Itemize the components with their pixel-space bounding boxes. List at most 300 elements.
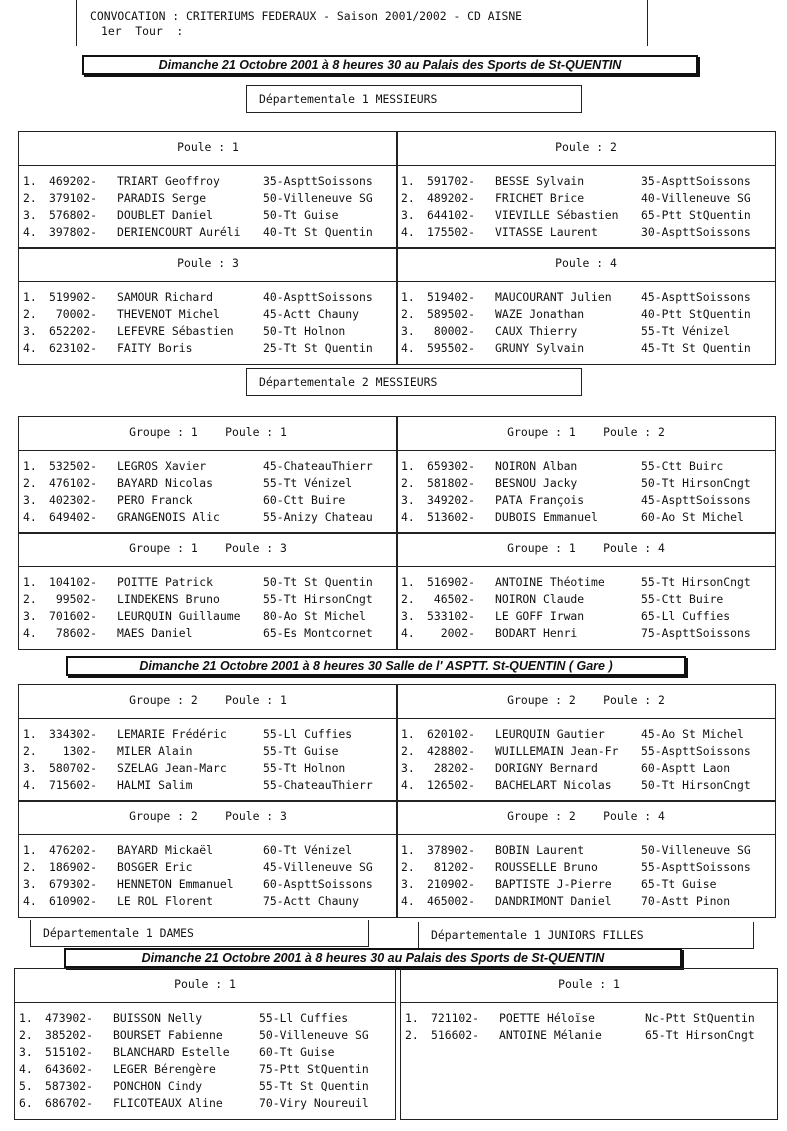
player-name: NOIRON Alban xyxy=(495,459,578,473)
group-title: Poule : 2 xyxy=(555,140,617,154)
player-license: 126502- xyxy=(427,778,476,792)
player-club: 65-Tt Guise xyxy=(641,877,717,891)
player-rank: 2. xyxy=(23,744,37,758)
player-name: MAES Daniel xyxy=(117,626,193,640)
player-row xyxy=(23,509,393,525)
player-name: BODART Henri xyxy=(495,626,578,640)
player-name: ROUSSELLE Bruno xyxy=(495,860,598,874)
player-row xyxy=(405,1010,775,1026)
player-name: HALMI Salim xyxy=(117,778,193,792)
player-license: 513602- xyxy=(427,510,476,524)
player-rank: 1. xyxy=(401,843,415,857)
player-rank: 4. xyxy=(401,894,415,908)
player-rank: 2. xyxy=(23,191,37,205)
division-d1-juniors-filles: Départementale 1 JUNIORS FILLES xyxy=(418,922,754,949)
player-club: 55-Tt Holnon xyxy=(263,761,346,775)
division-d1-dames: Départementale 1 DAMES xyxy=(30,920,369,947)
player-club: 35-AspttSoissons xyxy=(263,174,373,188)
player-row xyxy=(23,743,393,759)
group-box xyxy=(396,131,776,249)
player-name: WUILLEMAIN Jean-Fr xyxy=(495,744,619,758)
player-license: 580702- xyxy=(49,761,98,775)
player-license: 2002- xyxy=(427,626,476,640)
player-row xyxy=(401,492,771,508)
player-club: 50-Villeneuve SG xyxy=(263,191,373,205)
player-rank: 4. xyxy=(401,626,415,640)
player-row xyxy=(401,726,771,742)
player-row xyxy=(23,340,393,356)
venue-banner-2: Dimanche 21 Octobre 2001 à 8 heures 30 Salle de l' ASPTT. St-QUENTIN ( Gare ) xyxy=(66,656,686,676)
player-rank: 2. xyxy=(401,476,415,490)
player-club: 55-Ctt Buirc xyxy=(641,459,724,473)
player-name: BLANCHARD Estelle xyxy=(113,1045,230,1059)
convocation-header xyxy=(76,0,648,46)
group-box xyxy=(396,684,776,802)
player-name: LEGROS Xavier xyxy=(117,459,207,473)
group-title: Poule : 1 xyxy=(177,140,239,154)
player-club: 40-Villeneuve SG xyxy=(641,191,751,205)
player-club: 55-Tt HirsonCngt xyxy=(641,575,751,589)
player-row xyxy=(19,1061,389,1077)
player-rank: 4. xyxy=(19,1062,33,1076)
player-row xyxy=(401,859,771,875)
group-title: Groupe : 1 Poule : 3 xyxy=(129,541,287,555)
player-rank: 1. xyxy=(23,459,37,473)
player-name: BUISSON Nelly xyxy=(113,1011,203,1025)
player-club: 55-AspttSoissons xyxy=(641,860,751,874)
player-club: 55-Anizy Chateau xyxy=(263,510,373,524)
player-row xyxy=(23,608,393,624)
player-row xyxy=(23,726,393,742)
venue-banner-3: Dimanche 21 Octobre 2001 à 8 heures 30 au Palais des Sports de St-QUENTIN xyxy=(64,948,682,968)
player-club: 55-Tt Vénizel xyxy=(263,476,353,490)
player-name: LEMARIE Frédéric xyxy=(117,727,227,741)
player-license: 81202- xyxy=(427,860,476,874)
player-license: 581802- xyxy=(427,476,476,490)
player-license: 186902- xyxy=(49,860,98,874)
group-separator xyxy=(19,566,397,567)
player-license: 587302- xyxy=(45,1079,94,1093)
player-row xyxy=(23,625,393,641)
player-rank: 3. xyxy=(401,877,415,891)
player-license: 515102- xyxy=(45,1045,94,1059)
player-club: 60-Asptt Laon xyxy=(641,761,731,775)
player-rank: 1. xyxy=(405,1011,419,1025)
player-row xyxy=(401,340,771,356)
player-name: THEVENOT Michel xyxy=(117,307,220,321)
player-rank: 1. xyxy=(23,575,37,589)
player-club: 75-AspttSoissons xyxy=(641,626,751,640)
group-box xyxy=(18,416,398,534)
group-title: Poule : 3 xyxy=(177,256,239,270)
player-club: 45-ChateauThierr xyxy=(263,459,373,473)
player-row xyxy=(401,608,771,624)
player-rank: 2. xyxy=(23,476,37,490)
division-d1-messieurs: Départementale 1 MESSIEURS xyxy=(246,85,582,113)
player-row xyxy=(401,842,771,858)
player-rank: 3. xyxy=(23,761,37,775)
group-separator xyxy=(397,281,775,282)
player-name: FRICHET Brice xyxy=(495,191,585,205)
player-row xyxy=(23,190,393,206)
player-row xyxy=(23,591,393,607)
player-rank: 4. xyxy=(23,778,37,792)
player-row xyxy=(23,574,393,590)
player-rank: 3. xyxy=(23,493,37,507)
player-row xyxy=(23,492,393,508)
group-separator xyxy=(19,450,397,451)
player-club: 50-Tt Holnon xyxy=(263,324,346,338)
player-license: 643602- xyxy=(45,1062,94,1076)
player-license: 516902- xyxy=(427,575,476,589)
player-name: NOIRON Claude xyxy=(495,592,585,606)
player-rank: 3. xyxy=(401,208,415,222)
player-club: Nc-Ptt StQuentin xyxy=(645,1011,755,1025)
player-name: POITTE Patrick xyxy=(117,575,214,589)
player-club: 45-Tt St Quentin xyxy=(641,341,751,355)
player-license: 469202- xyxy=(49,174,98,188)
player-club: 55-Ctt Buire xyxy=(641,592,724,606)
player-name: MAUCOURANT Julien xyxy=(495,290,612,304)
player-license: 28202- xyxy=(427,761,476,775)
player-club: 60-Tt Guise xyxy=(259,1045,335,1059)
player-rank: 3. xyxy=(23,609,37,623)
player-license: 591702- xyxy=(427,174,476,188)
player-row xyxy=(401,323,771,339)
player-license: 402302- xyxy=(49,493,98,507)
player-license: 476202- xyxy=(49,843,98,857)
player-name: WAZE Jonathan xyxy=(495,307,585,321)
player-rank: 2. xyxy=(401,307,415,321)
player-license: 721102- xyxy=(431,1011,480,1025)
player-name: SZELAG Jean-Marc xyxy=(117,761,227,775)
player-club: 40-Tt St Quentin xyxy=(263,225,373,239)
group-title: Groupe : 1 Poule : 1 xyxy=(129,425,287,439)
player-license: 476102- xyxy=(49,476,98,490)
player-license: 99502- xyxy=(49,592,98,606)
player-row xyxy=(401,876,771,892)
player-rank: 2. xyxy=(19,1028,33,1042)
player-club: 50-Villeneuve SG xyxy=(641,843,751,857)
player-row xyxy=(19,1010,389,1026)
player-name: FLICOTEAUX Aline xyxy=(113,1096,223,1110)
player-rank: 1. xyxy=(23,290,37,304)
player-rank: 2. xyxy=(405,1028,419,1042)
player-license: 659302- xyxy=(427,459,476,473)
player-name: LE ROL Florent xyxy=(117,894,214,908)
player-rank: 4. xyxy=(23,894,37,908)
player-rank: 3. xyxy=(23,208,37,222)
player-rank: 2. xyxy=(23,860,37,874)
group-box xyxy=(18,684,398,802)
group-box xyxy=(18,247,398,365)
player-license: 78602- xyxy=(49,626,98,640)
player-club: 50-Tt St Quentin xyxy=(263,575,373,589)
player-license: 385202- xyxy=(45,1028,94,1042)
player-name: SAMOUR Richard xyxy=(117,290,214,304)
player-club: 50-Tt HirsonCngt xyxy=(641,476,751,490)
player-name: LEURQUIN Gautier xyxy=(495,727,605,741)
player-license: 533102- xyxy=(427,609,476,623)
player-row xyxy=(401,743,771,759)
player-rank: 3. xyxy=(23,324,37,338)
group-title: Poule : 4 xyxy=(555,256,617,270)
group-separator xyxy=(397,450,775,451)
player-name: MILER Alain xyxy=(117,744,193,758)
player-row xyxy=(19,1095,389,1111)
player-name: LEURQUIN Guillaume xyxy=(117,609,241,623)
player-row xyxy=(401,509,771,525)
player-rank: 3. xyxy=(19,1045,33,1059)
player-club: 65-Tt HirsonCngt xyxy=(645,1028,755,1042)
player-row xyxy=(401,289,771,305)
player-club: 45-Ao St Michel xyxy=(641,727,744,741)
player-row xyxy=(23,207,393,223)
player-club: 45-AspttSoissons xyxy=(641,290,751,304)
player-row xyxy=(23,458,393,474)
player-club: 30-AspttSoissons xyxy=(641,225,751,239)
player-name: BAYARD Mickaël xyxy=(117,843,214,857)
player-name: GRANGENOIS Alic xyxy=(117,510,220,524)
player-row xyxy=(23,173,393,189)
player-license: 175502- xyxy=(427,225,476,239)
player-row xyxy=(19,1078,389,1094)
player-row xyxy=(401,306,771,322)
player-rank: 1. xyxy=(401,459,415,473)
group-separator xyxy=(19,165,397,166)
player-row xyxy=(19,1027,389,1043)
player-rank: 1. xyxy=(23,174,37,188)
player-club: 50-Tt Guise xyxy=(263,208,339,222)
player-license: 428802- xyxy=(427,744,476,758)
player-club: 55-Tt Guise xyxy=(263,744,339,758)
player-rank: 3. xyxy=(401,761,415,775)
player-name: PARADIS Serge xyxy=(117,191,207,205)
player-row xyxy=(23,306,393,322)
player-rank: 4. xyxy=(401,225,415,239)
player-row xyxy=(401,207,771,223)
player-row xyxy=(401,574,771,590)
player-license: 715602- xyxy=(49,778,98,792)
group-separator xyxy=(397,566,775,567)
player-license: 519902- xyxy=(49,290,98,304)
player-name: LEFEVRE Sébastien xyxy=(117,324,234,338)
player-club: 65-Ll Cuffies xyxy=(641,609,731,623)
player-license: 378902- xyxy=(427,843,476,857)
player-club: 55-Tt HirsonCngt xyxy=(263,592,373,606)
player-license: 610902- xyxy=(49,894,98,908)
player-name: DOUBLET Daniel xyxy=(117,208,214,222)
player-row xyxy=(23,224,393,240)
player-license: 465002- xyxy=(427,894,476,908)
player-license: 589502- xyxy=(427,307,476,321)
player-license: 679302- xyxy=(49,877,98,891)
player-row xyxy=(401,591,771,607)
group-title: Groupe : 2 Poule : 3 xyxy=(129,809,287,823)
player-club: 45-AspttSoissons xyxy=(641,493,751,507)
group-title: Groupe : 1 Poule : 4 xyxy=(507,541,665,555)
player-name: BACHELART Nicolas xyxy=(495,778,612,792)
player-club: 60-AspttSoissons xyxy=(263,877,373,891)
player-club: 55-Ll Cuffies xyxy=(259,1011,349,1025)
group-title: Groupe : 2 Poule : 1 xyxy=(129,693,287,707)
player-row xyxy=(23,760,393,776)
player-rank: 1. xyxy=(23,843,37,857)
player-rank: 4. xyxy=(23,341,37,355)
player-name: DUBOIS Emmanuel xyxy=(495,510,598,524)
player-rank: 2. xyxy=(23,592,37,606)
group-box xyxy=(18,532,398,650)
player-rank: 3. xyxy=(23,877,37,891)
player-license: 70002- xyxy=(49,307,98,321)
player-name: TRIART Geoffroy xyxy=(117,174,220,188)
player-license: 104102- xyxy=(49,575,98,589)
group-title: Groupe : 1 Poule : 2 xyxy=(507,425,665,439)
player-club: 55-AspttSoissons xyxy=(641,744,751,758)
player-license: 1302- xyxy=(49,744,98,758)
player-license: 397802- xyxy=(49,225,98,239)
player-club: 45-Actt Chauny xyxy=(263,307,360,321)
group-separator xyxy=(19,718,397,719)
player-club: 25-Tt St Quentin xyxy=(263,341,373,355)
player-name: DANDRIMONT Daniel xyxy=(495,894,612,908)
player-name: DERIENCOURT Auréli xyxy=(117,225,241,239)
player-rank: 2. xyxy=(23,307,37,321)
player-rank: 4. xyxy=(23,626,37,640)
player-license: 489202- xyxy=(427,191,476,205)
group-box xyxy=(14,968,396,1120)
group-title: Groupe : 2 Poule : 2 xyxy=(507,693,665,707)
player-row xyxy=(401,190,771,206)
player-rank: 2. xyxy=(401,860,415,874)
player-row xyxy=(23,323,393,339)
player-club: 75-Ptt StQuentin xyxy=(259,1062,369,1076)
player-name: BOSGER Eric xyxy=(117,860,193,874)
player-club: 50-Villeneuve SG xyxy=(259,1028,369,1042)
player-license: 620102- xyxy=(427,727,476,741)
player-club: 65-Ptt StQuentin xyxy=(641,208,751,222)
group-box xyxy=(396,532,776,650)
player-rank: 4. xyxy=(23,225,37,239)
player-name: ANTOINE Théotime xyxy=(495,575,605,589)
group-title: Poule : 1 xyxy=(558,977,620,991)
player-club: 55-ChateauThierr xyxy=(263,778,373,792)
player-license: 623102- xyxy=(49,341,98,355)
group-box xyxy=(396,247,776,365)
player-rank: 1. xyxy=(401,727,415,741)
player-rank: 2. xyxy=(401,744,415,758)
player-license: 644102- xyxy=(427,208,476,222)
player-name: FAITY Boris xyxy=(117,341,193,355)
player-license: 532502- xyxy=(49,459,98,473)
player-name: PONCHON Cindy xyxy=(113,1079,203,1093)
player-club: 70-Viry Noureuil xyxy=(259,1096,369,1110)
player-license: 210902- xyxy=(427,877,476,891)
venue-banner-1: Dimanche 21 Octobre 2001 à 8 heures 30 au Palais des Sports de St-QUENTIN xyxy=(82,55,698,75)
player-club: 65-Es Montcornet xyxy=(263,626,373,640)
player-name: BOBIN Laurent xyxy=(495,843,585,857)
player-rank: 1. xyxy=(19,1011,33,1025)
player-name: CAUX Thierry xyxy=(495,324,578,338)
player-club: 55-Tt St Quentin xyxy=(259,1079,369,1093)
player-name: VITASSE Laurent xyxy=(495,225,598,239)
player-row xyxy=(401,777,771,793)
player-rank: 3. xyxy=(401,324,415,338)
player-license: 686702- xyxy=(45,1096,94,1110)
player-rank: 4. xyxy=(401,778,415,792)
player-name: PATA François xyxy=(495,493,585,507)
group-separator xyxy=(19,281,397,282)
player-license: 595502- xyxy=(427,341,476,355)
player-rank: 1. xyxy=(401,575,415,589)
player-name: LINDEKENS Bruno xyxy=(117,592,220,606)
group-separator xyxy=(19,834,397,835)
player-name: POETTE Héloïse xyxy=(499,1011,596,1025)
player-club: 55-Ll Cuffies xyxy=(263,727,353,741)
player-name: HENNETON Emmanuel xyxy=(117,877,234,891)
player-rank: 2. xyxy=(401,191,415,205)
group-box xyxy=(396,800,776,918)
player-name: BOURSET Fabienne xyxy=(113,1028,223,1042)
player-club: 60-Tt Vénizel xyxy=(263,843,353,857)
player-name: BESSE Sylvain xyxy=(495,174,585,188)
player-row xyxy=(401,893,771,909)
player-rank: 6. xyxy=(19,1096,33,1110)
player-rank: 1. xyxy=(401,290,415,304)
header-round: 1er Tour : xyxy=(101,24,184,38)
player-row xyxy=(23,859,393,875)
player-rank: 1. xyxy=(23,727,37,741)
group-separator xyxy=(15,1002,395,1003)
player-license: 576802- xyxy=(49,208,98,222)
player-name: LE GOFF Irwan xyxy=(495,609,585,623)
player-rank: 1. xyxy=(401,174,415,188)
group-box xyxy=(18,800,398,918)
group-separator xyxy=(401,1002,777,1003)
player-club: 60-Ctt Buire xyxy=(263,493,346,507)
division-d2-messieurs: Départementale 2 MESSIEURS xyxy=(246,368,582,396)
group-title: Groupe : 2 Poule : 4 xyxy=(507,809,665,823)
player-rank: 5. xyxy=(19,1079,33,1093)
player-row xyxy=(23,893,393,909)
player-name: LEGER Bérengère xyxy=(113,1062,216,1076)
player-row xyxy=(401,760,771,776)
player-row xyxy=(23,777,393,793)
player-license: 80002- xyxy=(427,324,476,338)
player-license: 701602- xyxy=(49,609,98,623)
player-club: 40-Ptt StQuentin xyxy=(641,307,751,321)
player-club: 80-Ao St Michel xyxy=(263,609,366,623)
player-row xyxy=(401,173,771,189)
player-rank: 4. xyxy=(401,341,415,355)
player-row xyxy=(19,1044,389,1060)
player-club: 40-AspttSoissons xyxy=(263,290,373,304)
player-row xyxy=(23,475,393,491)
player-license: 349202- xyxy=(427,493,476,507)
player-name: PERO Franck xyxy=(117,493,193,507)
group-box xyxy=(18,131,398,249)
player-club: 50-Tt HirsonCngt xyxy=(641,778,751,792)
player-row xyxy=(23,876,393,892)
player-row xyxy=(401,625,771,641)
player-license: 46502- xyxy=(427,592,476,606)
player-rank: 2. xyxy=(401,592,415,606)
group-separator xyxy=(397,165,775,166)
group-separator xyxy=(397,834,775,835)
player-row xyxy=(405,1027,775,1043)
player-row xyxy=(401,224,771,240)
player-license: 379102- xyxy=(49,191,98,205)
